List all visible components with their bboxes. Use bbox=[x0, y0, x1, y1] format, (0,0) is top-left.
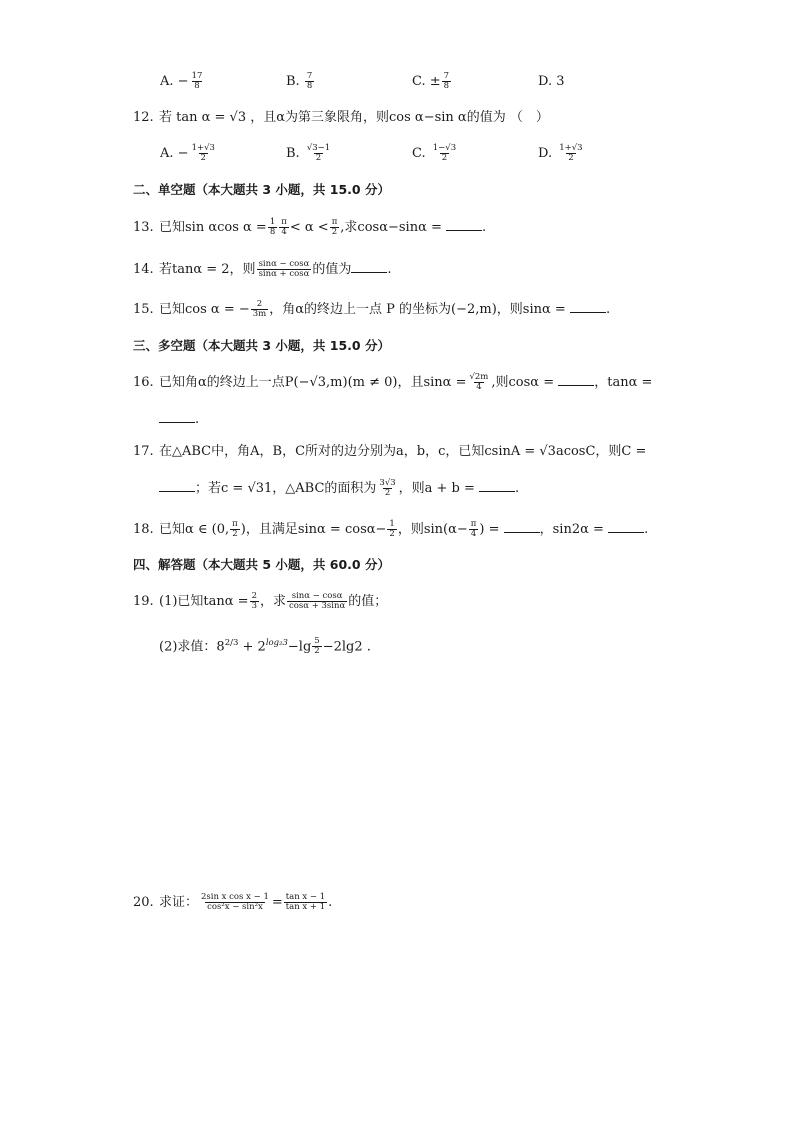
question-17: 17. 在△ABC中，角A，B，C所对的边分别为a，b，c，已知csinA = √3acosC，则C = bbox=[133, 444, 647, 459]
question-16-line2: . bbox=[159, 410, 199, 430]
q11-option-a: A. − $\frac{17}{8}$ bbox=[160, 71, 203, 91]
answer-blank[interactable] bbox=[570, 300, 606, 313]
q11-option-b: B. $\frac{7}{8}$ bbox=[286, 71, 313, 91]
question-15: 15. 已知cos α = − $\frac{2}{3m}$ ，角α的终边上一点 P 的坐标为(−2,m)，则sinα = . bbox=[133, 299, 611, 319]
q12-option-a: A. − $\frac{1+√3}{2}$ bbox=[160, 143, 215, 163]
question-16: 16. 已知角α的终边上一点P(−√3,m)(m ≠ 0)，且sinα = $\frac{√2m}{4}$ ,则cosα = ，tanα = bbox=[133, 372, 653, 392]
answer-blank[interactable] bbox=[351, 260, 387, 273]
answer-blank[interactable] bbox=[159, 410, 195, 423]
answer-blank[interactable] bbox=[608, 520, 644, 533]
q12-option-c: C. $\frac{1-√3}{2}$ bbox=[412, 143, 457, 163]
answer-blank[interactable] bbox=[159, 479, 195, 492]
q12-option-d: D. $\frac{1+√3}{2}$ bbox=[538, 143, 583, 163]
question-13: 13. 已知sin αcos α = $\frac{1}{8}$ $\frac{\pi}{4}$ < α < $\frac{\pi}{2}$ ,求cosα−sinα = . bbox=[133, 217, 487, 237]
question-20: 20. 求证： $\frac{\text{2sin x cos x − 1}}{\text{cos²x − sin²x}}$ = $\frac{\text{tan x − 1}}{\text{tan x + 1}}$ . bbox=[133, 892, 333, 912]
question-12: 12. 若 tan α = √3 ，且α为第三象限角，则cos α−sin α的值为 （ ） bbox=[133, 110, 549, 125]
section-heading-single-blank: 二、单空题（本大题共 3 小题，共 15.0 分） bbox=[133, 182, 390, 197]
question-18: 18. 已知α ∈ (0, $\frac{\pi}{2}$ )，且满足sinα = cosα− $\frac{1}{2}$ ，则sin(α− $\frac{\pi}{4}$ ) = ，sin2α = . bbox=[133, 519, 649, 539]
section-heading-solutions: 四、解答题（本大题共 5 小题，共 60.0 分） bbox=[133, 557, 390, 572]
answer-blank[interactable] bbox=[446, 218, 482, 231]
q12-option-b: B. $\frac{√3-1}{2}$ bbox=[286, 143, 331, 163]
question-14: 14. 若tanα = 2，则 $\frac{\sin\alpha - \cos\alpha}{\sin\alpha + \cos\alpha}$ 的值为 . bbox=[133, 259, 392, 279]
answer-blank[interactable] bbox=[504, 520, 540, 533]
section-heading-multi-blank: 三、多空题（本大题共 3 小题，共 15.0 分） bbox=[133, 338, 390, 353]
q11-option-c: C. ± $\frac{7}{8}$ bbox=[412, 71, 450, 91]
answer-blank[interactable] bbox=[558, 373, 594, 386]
q11-option-d: D. 3 bbox=[538, 74, 565, 89]
question-19-part1: 19. (1)已知tanα = $\frac{2}{3}$ ，求 $\frac{\sin\alpha - \cos\alpha}{\cos\alpha + 3\sin\alpha}$ 的值； bbox=[133, 591, 388, 611]
answer-blank[interactable] bbox=[479, 479, 515, 492]
question-19-part2: (2)求值：$8^{2/3} + 2^{log_23}-\lg$ $\frac{5}{2}$ −2lg2 . bbox=[159, 636, 371, 657]
question-17-line2: ；若c = √31，△ABC的面积为 $\frac{3√3}{2}$ ，则a + b = . bbox=[159, 479, 519, 499]
